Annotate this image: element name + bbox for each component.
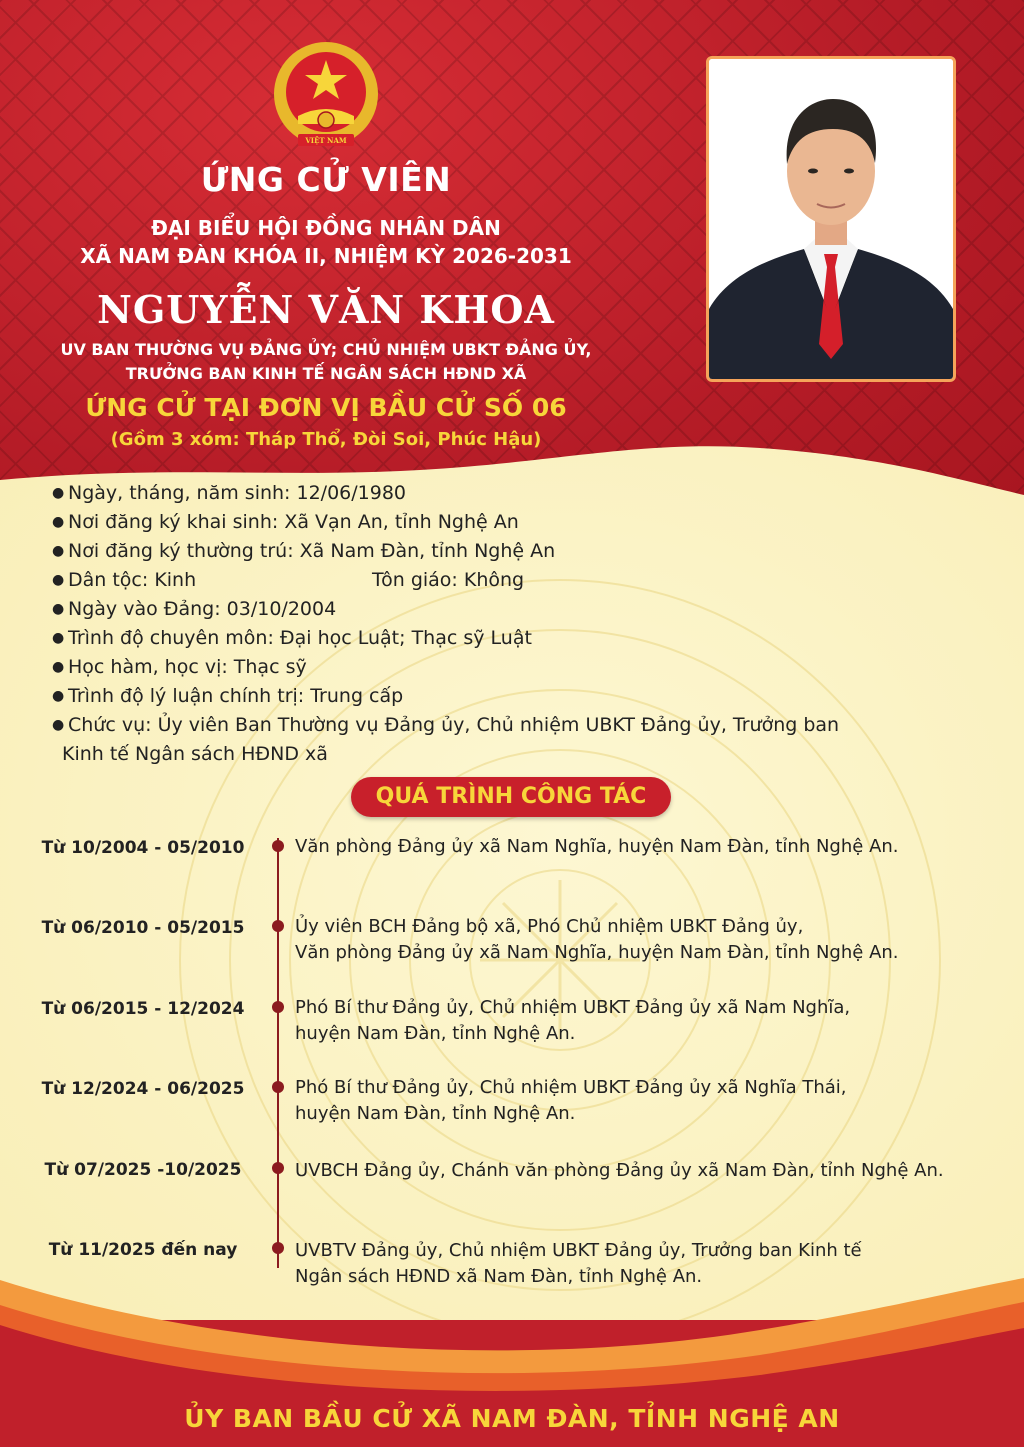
bullet: ● — [52, 543, 65, 559]
career-period: Từ 06/2010 - 05/2015 — [41, 918, 245, 938]
timeline-line — [277, 838, 279, 1268]
career-line: Ủy viên BCH Đảng bộ xã, Phó Chủ nhiệm UBKT Đảng ủy, — [295, 916, 804, 937]
info-religion: Tôn giáo: Không — [372, 569, 525, 591]
timeline-dot-icon — [272, 1081, 284, 1093]
candidate-role-line1: UV BAN THƯỜNG VỤ ĐẢNG ỦY; CHỦ NHIỆM UBKT ĐẢNG ỦY, — [60, 340, 592, 359]
bullet: ● — [52, 601, 65, 617]
bullet: ● — [52, 659, 65, 675]
career-period: Từ 12/2024 - 06/2025 — [41, 1079, 245, 1099]
info-degree — [52, 656, 307, 678]
career-line: Phó Bí thư Đảng ủy, Chủ nhiệm UBKT Đảng ủy xã Nam Nghĩa, — [295, 997, 851, 1018]
info-ethnicity — [52, 569, 196, 591]
bullet: ● — [52, 688, 65, 704]
info-birth-date — [52, 482, 406, 504]
bullet: ● — [52, 572, 65, 588]
timeline-dot-icon — [272, 1242, 284, 1254]
info-text: Ngày vào Đảng: 03/10/2004 — [68, 598, 337, 620]
career-period: Từ 10/2004 - 05/2010 — [41, 838, 245, 858]
bullet: ● — [52, 717, 65, 733]
info-text: Chức vụ: Ủy viên Ban Thường vụ Đảng ủy, Chủ nhiệm UBKT Đảng ủy, Trưởng ban — [68, 714, 840, 736]
info-position — [52, 714, 839, 736]
candidate-name: NGUYỄN VĂN KHOA — [97, 287, 555, 332]
career-period: Từ 06/2015 - 12/2024 — [41, 999, 245, 1019]
info-text: Nơi đăng ký khai sinh: Xã Vạn An, tỉnh Nghệ An — [68, 511, 519, 533]
info-party-date — [52, 598, 336, 620]
bullet: ● — [52, 630, 65, 646]
info-position-continued: Kinh tế Ngân sách HĐND xã — [62, 743, 328, 765]
timeline-dot-icon — [272, 840, 284, 852]
election-unit-detail: (Gồm 3 xóm: Tháp Thổ, Đòi Soi, Phúc Hậu) — [110, 429, 542, 450]
info-text: Trình độ chuyên môn: Đại học Luật; Thạc sỹ Luật — [68, 627, 532, 649]
career-line: Văn phòng Đảng ủy xã Nam Nghĩa, huyện Nam Đàn, tỉnh Nghệ An. — [295, 942, 899, 963]
timeline-dot-icon — [272, 1001, 284, 1013]
info-education — [52, 627, 532, 649]
career-line: huyện Nam Đàn, tỉnh Nghệ An. — [295, 1103, 576, 1124]
career-description — [295, 1238, 995, 1290]
candidate-photo — [706, 56, 956, 382]
info-text: Dân tộc: Kinh — [68, 569, 197, 591]
career-line: Văn phòng Đảng ủy xã Nam Nghĩa, huyện Nam Đàn, tỉnh Nghệ An. — [295, 836, 899, 857]
portrait-image — [709, 59, 953, 379]
info-text: Học hàm, học vị: Thạc sỹ — [68, 656, 307, 678]
term-title: XÃ NAM ĐÀN KHÓA II, NHIỆM KỲ 2026-2031 — [80, 244, 572, 268]
career-period: Từ 11/2025 đến nay — [48, 1240, 238, 1260]
info-residence — [52, 540, 555, 562]
career-description — [295, 1158, 995, 1184]
info-political — [52, 685, 403, 707]
candidate-role-line2: TRƯỞNG BAN KINH TẾ NGÂN SÁCH HĐND XÃ — [125, 364, 527, 383]
career-line: Phó Bí thư Đảng ủy, Chủ nhiệm UBKT Đảng ủy xã Nghĩa Thái, — [295, 1077, 847, 1098]
career-description — [295, 914, 995, 966]
page-title: ỨNG CỬ VIÊN — [200, 160, 452, 199]
council-title: ĐẠI BIỂU HỘI ĐỒNG NHÂN DÂN — [151, 216, 501, 240]
election-unit: ỨNG CỬ TẠI ĐƠN VỊ BẦU CỬ SỐ 06 — [85, 393, 567, 422]
career-description — [295, 995, 995, 1047]
career-line: UVBCH Đảng ủy, Chánh văn phòng Đảng ủy xã Nam Đàn, tỉnh Nghệ An. — [295, 1160, 944, 1181]
career-section-title: QUÁ TRÌNH CÔNG TÁC — [351, 777, 671, 817]
national-emblem-icon — [268, 38, 384, 154]
info-text: Ngày, tháng, năm sinh: 12/06/1980 — [68, 482, 407, 504]
timeline-dot-icon — [272, 1162, 284, 1174]
emblem-label: VIỆT NAM — [305, 136, 347, 145]
timeline-dot-icon — [272, 920, 284, 932]
info-birth-place — [52, 511, 519, 533]
career-period: Từ 07/2025 -10/2025 — [44, 1160, 242, 1180]
footer-organization: ỦY BAN BẦU CỬ XÃ NAM ĐÀN, TỈNH NGHỆ AN — [184, 1404, 840, 1433]
info-text: Trình độ lý luận chính trị: Trung cấp — [68, 685, 404, 707]
career-line: huyện Nam Đàn, tỉnh Nghệ An. — [295, 1023, 576, 1044]
info-text: Nơi đăng ký thường trú: Xã Nam Đàn, tỉnh Nghệ An — [68, 540, 556, 562]
career-line: Ngân sách HĐND xã Nam Đàn, tỉnh Nghệ An. — [295, 1266, 703, 1287]
career-description — [295, 1075, 995, 1127]
bullet: ● — [52, 485, 65, 501]
career-description — [295, 834, 995, 860]
career-line: UVBTV Đảng ủy, Chủ nhiệm UBKT Đảng ủy, Trưởng ban Kinh tế — [295, 1240, 862, 1261]
bullet: ● — [52, 514, 65, 530]
